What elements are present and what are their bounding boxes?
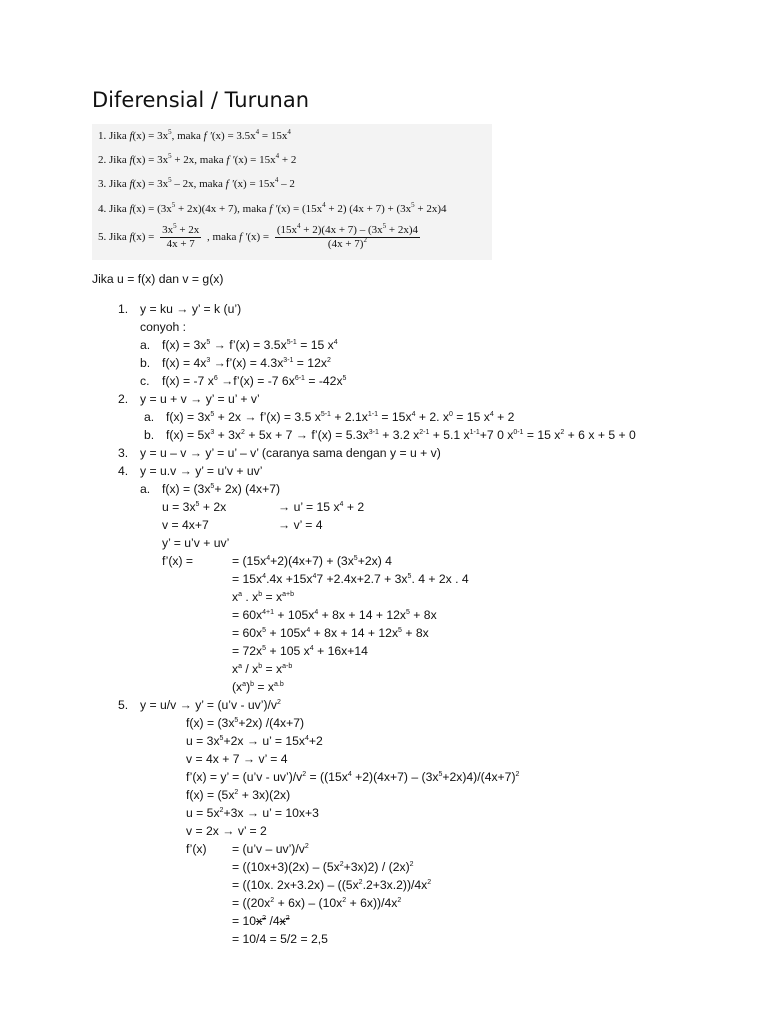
superscript: 1-1	[469, 429, 480, 436]
formula-text: y = u – v → y’ = u’ – v’ (caranya sama dengan y = u + v)	[140, 446, 441, 460]
superscript: b	[258, 663, 263, 670]
formula-text: = 15x	[232, 572, 263, 586]
formula-text: 1.	[118, 302, 129, 316]
formula-text: . x	[242, 590, 259, 604]
superscript: 5-1	[320, 411, 331, 418]
superscript: 2	[427, 879, 432, 886]
superscript: 4	[266, 555, 271, 562]
formula-line	[140, 446, 441, 461]
formula-text: +2x) 4	[357, 554, 392, 568]
formula-text: .4x +15x	[266, 572, 313, 586]
formula-line	[232, 680, 284, 695]
superscript: a	[238, 591, 242, 598]
formula-text: u = 3x	[162, 500, 196, 514]
formula-text: = (15x	[232, 554, 267, 568]
formula-line	[140, 302, 241, 317]
superscript: 2	[515, 771, 520, 778]
superscript: 3-1	[368, 429, 379, 436]
formula-line	[232, 914, 290, 929]
superscript: 4	[262, 573, 267, 580]
formula-line	[118, 698, 128, 713]
superscript: 5	[206, 339, 211, 346]
superscript: 4	[304, 735, 309, 742]
formula-text: f(x) = (3x	[186, 716, 235, 730]
formula-text: (x	[232, 680, 243, 694]
formula-text: v = 4x+7	[162, 518, 209, 532]
superscript: 4	[333, 339, 338, 346]
superscript: 4	[312, 573, 317, 580]
formula-text: + 2x → f’(x) = 3.5 x	[214, 410, 321, 424]
formula-text: f(x) = (5x	[186, 788, 235, 802]
superscript: 2	[409, 861, 414, 868]
formula-line	[232, 572, 469, 587]
formula-text: = 12x	[293, 356, 327, 370]
formula-line	[162, 338, 338, 353]
formula-text: → u’ = 15 x	[278, 500, 340, 514]
superscript: 2	[304, 843, 309, 850]
superscript: 2	[560, 429, 565, 436]
formula-text: 7 +2.4x+2.7 + 3x	[316, 572, 408, 586]
superscript: 2	[339, 861, 344, 868]
formula-line	[232, 878, 431, 893]
formula-text: +3x)2) / (2x)	[343, 860, 410, 874]
superscript: 3	[210, 429, 215, 436]
formula-line	[140, 338, 150, 353]
formula-line	[118, 446, 128, 461]
superscript: 5	[210, 411, 215, 418]
formula-text: / x	[242, 662, 259, 676]
rule-line-2: 2. Jika $f(x) = 3x^5 + 2x$, maka f $'(x) = 15x^4 + 2$	[98, 152, 297, 166]
superscript: 2	[270, 897, 275, 904]
formula-line	[162, 482, 280, 497]
superscript: b	[258, 591, 263, 598]
formula-text: y = ku → y’ = k (u’)	[140, 302, 242, 316]
formula-text: + 8x	[401, 626, 429, 640]
superscript: 1-1	[367, 411, 379, 418]
formula-text: + 3x	[214, 428, 242, 442]
formula-text: 3.	[118, 446, 129, 460]
superscript: 3	[206, 357, 211, 364]
formula-text: + 105 x	[266, 644, 310, 658]
superscript: 4	[411, 411, 416, 418]
superscript: 5	[262, 627, 267, 634]
formula-text: = ((10x. 2x+3.2x) – ((5x	[232, 878, 359, 892]
formula-line	[118, 392, 128, 407]
formula-line	[186, 824, 267, 839]
superscript: 4	[306, 627, 311, 634]
formula-text: = ((15x	[306, 770, 348, 784]
superscript: 4+1	[262, 609, 275, 616]
formula-text: /4	[266, 914, 280, 928]
formula-text: = 60x	[232, 608, 263, 622]
formula-line	[232, 662, 292, 677]
formula-text: f’(x) =	[162, 554, 194, 568]
formula-text: + 2.1x	[330, 410, 368, 424]
formula-text: y = u.v → y’ = u’v + uv’	[140, 464, 263, 478]
formula-text: +2x)4)/(4x+7)	[442, 770, 516, 784]
superscript: 5	[195, 501, 200, 508]
formula-line	[162, 536, 229, 551]
formula-line	[186, 842, 207, 857]
formula-text: f(x) = 3x	[166, 410, 211, 424]
formula-line	[140, 374, 149, 389]
formula-line	[232, 860, 414, 875]
superscript: 5	[353, 555, 358, 562]
rule-line-4: 4. Jika $f(x) = (3x^5 + 2x)(4x + 7)$, maka f $'(x) = (15x^4 + 2) (4x + 7) + (3x^5 + 2x)4$	[98, 201, 447, 215]
formula-text: conyoh :	[140, 320, 187, 334]
formula-line	[232, 626, 429, 641]
formula-text: = ((10x+3)(2x) – (5x	[232, 860, 340, 874]
formula-line	[186, 734, 323, 749]
superscript: 5-1	[286, 339, 297, 346]
formula-text: = (u’v – uv’)/v	[232, 842, 305, 856]
superscript: 2	[342, 897, 347, 904]
formula-text: →f’(x) = -7 6x	[217, 374, 295, 388]
formula-text: .2+3x.2))/4x	[362, 878, 428, 892]
page-title: Diferensial / Turunan	[92, 88, 310, 112]
formula-text: 4.	[118, 464, 129, 478]
formula-text: f(x) = 5x	[166, 428, 211, 442]
formula-text: 2.	[118, 392, 129, 406]
formula-line	[144, 428, 154, 443]
formula-line	[232, 932, 328, 947]
formula-line	[278, 500, 364, 515]
formula-text: 5.	[118, 698, 129, 712]
formula-line	[186, 770, 519, 785]
formula-text: +2	[308, 734, 323, 748]
superscript: 4	[309, 645, 314, 652]
formula-line	[166, 428, 636, 443]
superscript: 5	[210, 483, 215, 490]
superscript: a	[238, 663, 242, 670]
formula-line	[162, 518, 209, 533]
formula-text: + 6x))/4x	[346, 896, 398, 910]
formula-text: u = 3x	[186, 734, 220, 748]
fraction-u-over-v: $\frac{3x^5 + 2x}{4x + 7}$	[162, 222, 200, 250]
superscript: b	[250, 681, 255, 688]
formula-text: + 105x	[266, 626, 307, 640]
superscript: 2	[326, 357, 331, 364]
superscript: 2	[219, 807, 224, 814]
formula-text: + 5.1 x	[429, 428, 470, 442]
superscript: 2	[302, 771, 307, 778]
formula-line	[144, 410, 154, 425]
formula-text: + 2x	[199, 500, 227, 514]
formula-text: x	[232, 590, 239, 604]
formula-line	[118, 302, 128, 317]
superscript: 2	[262, 915, 267, 922]
formula-text: f’(x)	[186, 842, 207, 856]
formula-text: c.	[140, 374, 150, 388]
formula-text: = x	[254, 680, 275, 694]
formula-text: + 2	[343, 500, 365, 514]
superscript: 5	[234, 717, 239, 724]
superscript: 5	[406, 609, 410, 616]
rule-line-3: 3. Jika $f(x) = 3x^5 - 2x$, maka f $'(x) = 15x^4 - 2$	[98, 176, 295, 190]
formula-text: a.	[144, 410, 155, 424]
formula-text: = 60x	[232, 626, 263, 640]
formula-text: = 15 x	[296, 338, 334, 352]
formula-text: → f’(x) = 3.5x	[210, 338, 287, 352]
formula-line	[232, 608, 437, 623]
formula-line	[232, 842, 309, 857]
formula-line	[140, 698, 281, 713]
formula-text: )	[246, 680, 251, 694]
formula-line	[232, 644, 368, 659]
superscript: a-b	[282, 663, 293, 670]
formula-line	[232, 590, 294, 605]
formula-line	[140, 320, 186, 335]
superscript: 6-1	[294, 375, 305, 382]
formula-line	[232, 896, 401, 911]
formula-text: x	[256, 914, 263, 928]
rule-line-1: 1. Jika $f(x) = 3x^5$, maka f $'(x) = 3.5x^4 = 15x^4$	[98, 128, 291, 142]
formula-text: + 3x)(2x)	[238, 788, 291, 802]
superscript: 5	[407, 573, 412, 580]
formula-line	[166, 410, 514, 425]
superscript: 5	[262, 645, 267, 652]
formula-text: = 15x	[378, 410, 412, 424]
formula-text: + 8x + 14 + 12x	[318, 608, 407, 622]
formula-text: x	[279, 914, 286, 928]
formula-text: +7 0 x	[479, 428, 514, 442]
superscript: 2	[234, 789, 239, 796]
superscript: 5	[438, 771, 443, 778]
formula-text: = 10/4 = 5/2 = 2,5	[232, 932, 328, 946]
formula-text: →f’(x) = 4.3x	[210, 356, 284, 370]
formula-line	[162, 356, 331, 371]
formula-text: f’(x) = y’ = (u’v - uv’)/v	[186, 770, 303, 784]
formula-line	[162, 374, 346, 389]
superscript: a.b	[274, 681, 284, 688]
formula-text: + 3.2 x	[378, 428, 420, 442]
formula-line	[140, 464, 263, 479]
superscript: a+b	[282, 591, 295, 598]
formula-text: +2)(4x+7) – (3x	[351, 770, 439, 784]
superscript: 5	[398, 627, 402, 634]
superscript: 6	[213, 375, 218, 382]
formula-text: + 16x+14	[313, 644, 368, 658]
formula-text: b.	[144, 428, 155, 442]
formula-text: → v’ = 4	[278, 518, 323, 532]
formula-text: . 4 + 2x . 4	[411, 572, 469, 586]
formula-text: v = 2x → v’ = 2	[186, 824, 267, 838]
formula-line	[140, 392, 260, 407]
superscript: a	[242, 681, 247, 688]
derivative-rules-image	[92, 124, 492, 260]
formula-text: u = 5x	[186, 806, 220, 820]
formula-text: a.	[140, 338, 151, 352]
formula-line	[186, 788, 290, 803]
superscript: 4	[347, 771, 352, 778]
formula-text: f(x) = 3x	[162, 338, 207, 352]
formula-text: = x	[262, 590, 283, 604]
formula-line	[186, 752, 288, 767]
formula-text: + 8x	[409, 608, 437, 622]
formula-text: = 72x	[232, 644, 263, 658]
superscript: 4	[314, 609, 319, 616]
formula-text: +2x → u’ = 15x	[223, 734, 305, 748]
formula-text: a.	[140, 482, 151, 496]
formula-text: = -42x	[304, 374, 343, 388]
formula-text: +2x) /(4x+7)	[238, 716, 305, 730]
superscript: 2	[397, 897, 402, 904]
superscript: 4	[489, 411, 494, 418]
superscript: 5	[219, 735, 224, 742]
rule-line-5: 5. Jika f(x) = $\frac{3x^5 + 2x}{4x + 7}$ , maka f ′(x) = $\frac{(15x^4 + 2)(4x + 7) - (3x^5 + 2x)4}{(4x + 7)^2}$	[98, 222, 418, 250]
formula-text: + 6x) – (10x	[274, 896, 343, 910]
formula-text: y’ = u’v + uv’	[162, 536, 230, 550]
superscript: 2	[285, 915, 290, 922]
formula-text: y = u/v → y’ = (u’v - uv’)/v	[140, 698, 278, 712]
formula-line	[232, 554, 392, 569]
formula-text: + 2. x	[415, 410, 450, 424]
formula-text: x	[232, 662, 239, 676]
formula-text: + 2	[493, 410, 515, 424]
formula-text: = ((20x	[232, 896, 271, 910]
superscript: 2-1	[419, 429, 430, 436]
formula-text: + 6 x + 5 + 0	[564, 428, 636, 442]
formula-line	[186, 716, 304, 731]
superscript: 2	[241, 429, 245, 436]
superscript: 2	[277, 699, 281, 706]
formula-text: = 15 x	[523, 428, 561, 442]
formula-text: = x	[262, 662, 283, 676]
formula-text: = 15 x	[452, 410, 490, 424]
formula-line	[162, 500, 226, 515]
formula-line	[162, 554, 193, 569]
formula-text: + 8x + 14 + 12x	[310, 626, 399, 640]
formula-line	[118, 464, 128, 479]
superscript: 4	[339, 501, 344, 508]
formula-text: y = u + v → y’ = u’ + v’	[140, 392, 260, 406]
formula-text: + 105x	[274, 608, 315, 622]
formula-text: + 5x + 7 → f’(x) = 5.3x	[244, 428, 369, 442]
superscript: 5	[342, 375, 347, 382]
formula-text: v = 4x + 7 → v’ = 4	[186, 752, 288, 766]
intro-text: Jika u = f(x) dan v = g(x)	[92, 272, 224, 286]
formula-line	[140, 356, 150, 371]
formula-text: f(x) = (3x	[162, 482, 211, 496]
superscript: 0	[449, 411, 453, 418]
superscript: 0-1	[513, 429, 524, 436]
formula-line	[186, 806, 319, 821]
formula-text: f(x) = 4x	[162, 356, 207, 370]
formula-text: b.	[140, 356, 151, 370]
formula-text: = 10	[232, 914, 257, 928]
formula-text: +3x → u’ = 10x+3	[223, 806, 319, 820]
formula-text: +2)(4x+7) + (3x	[270, 554, 354, 568]
formula-line	[278, 518, 323, 533]
superscript: 2	[358, 879, 363, 886]
formula-line	[140, 482, 150, 497]
formula-text: + 2x) (4x+7)	[214, 482, 281, 496]
fraction-quotient-rule: $\frac{(15x^4 + 2)(4x + 7) - (3x^5 + 2x)4}{(4x + 7)^2}$	[276, 222, 418, 250]
formula-text: f(x) = -7 x	[162, 374, 214, 388]
superscript: 3-1	[283, 357, 294, 364]
